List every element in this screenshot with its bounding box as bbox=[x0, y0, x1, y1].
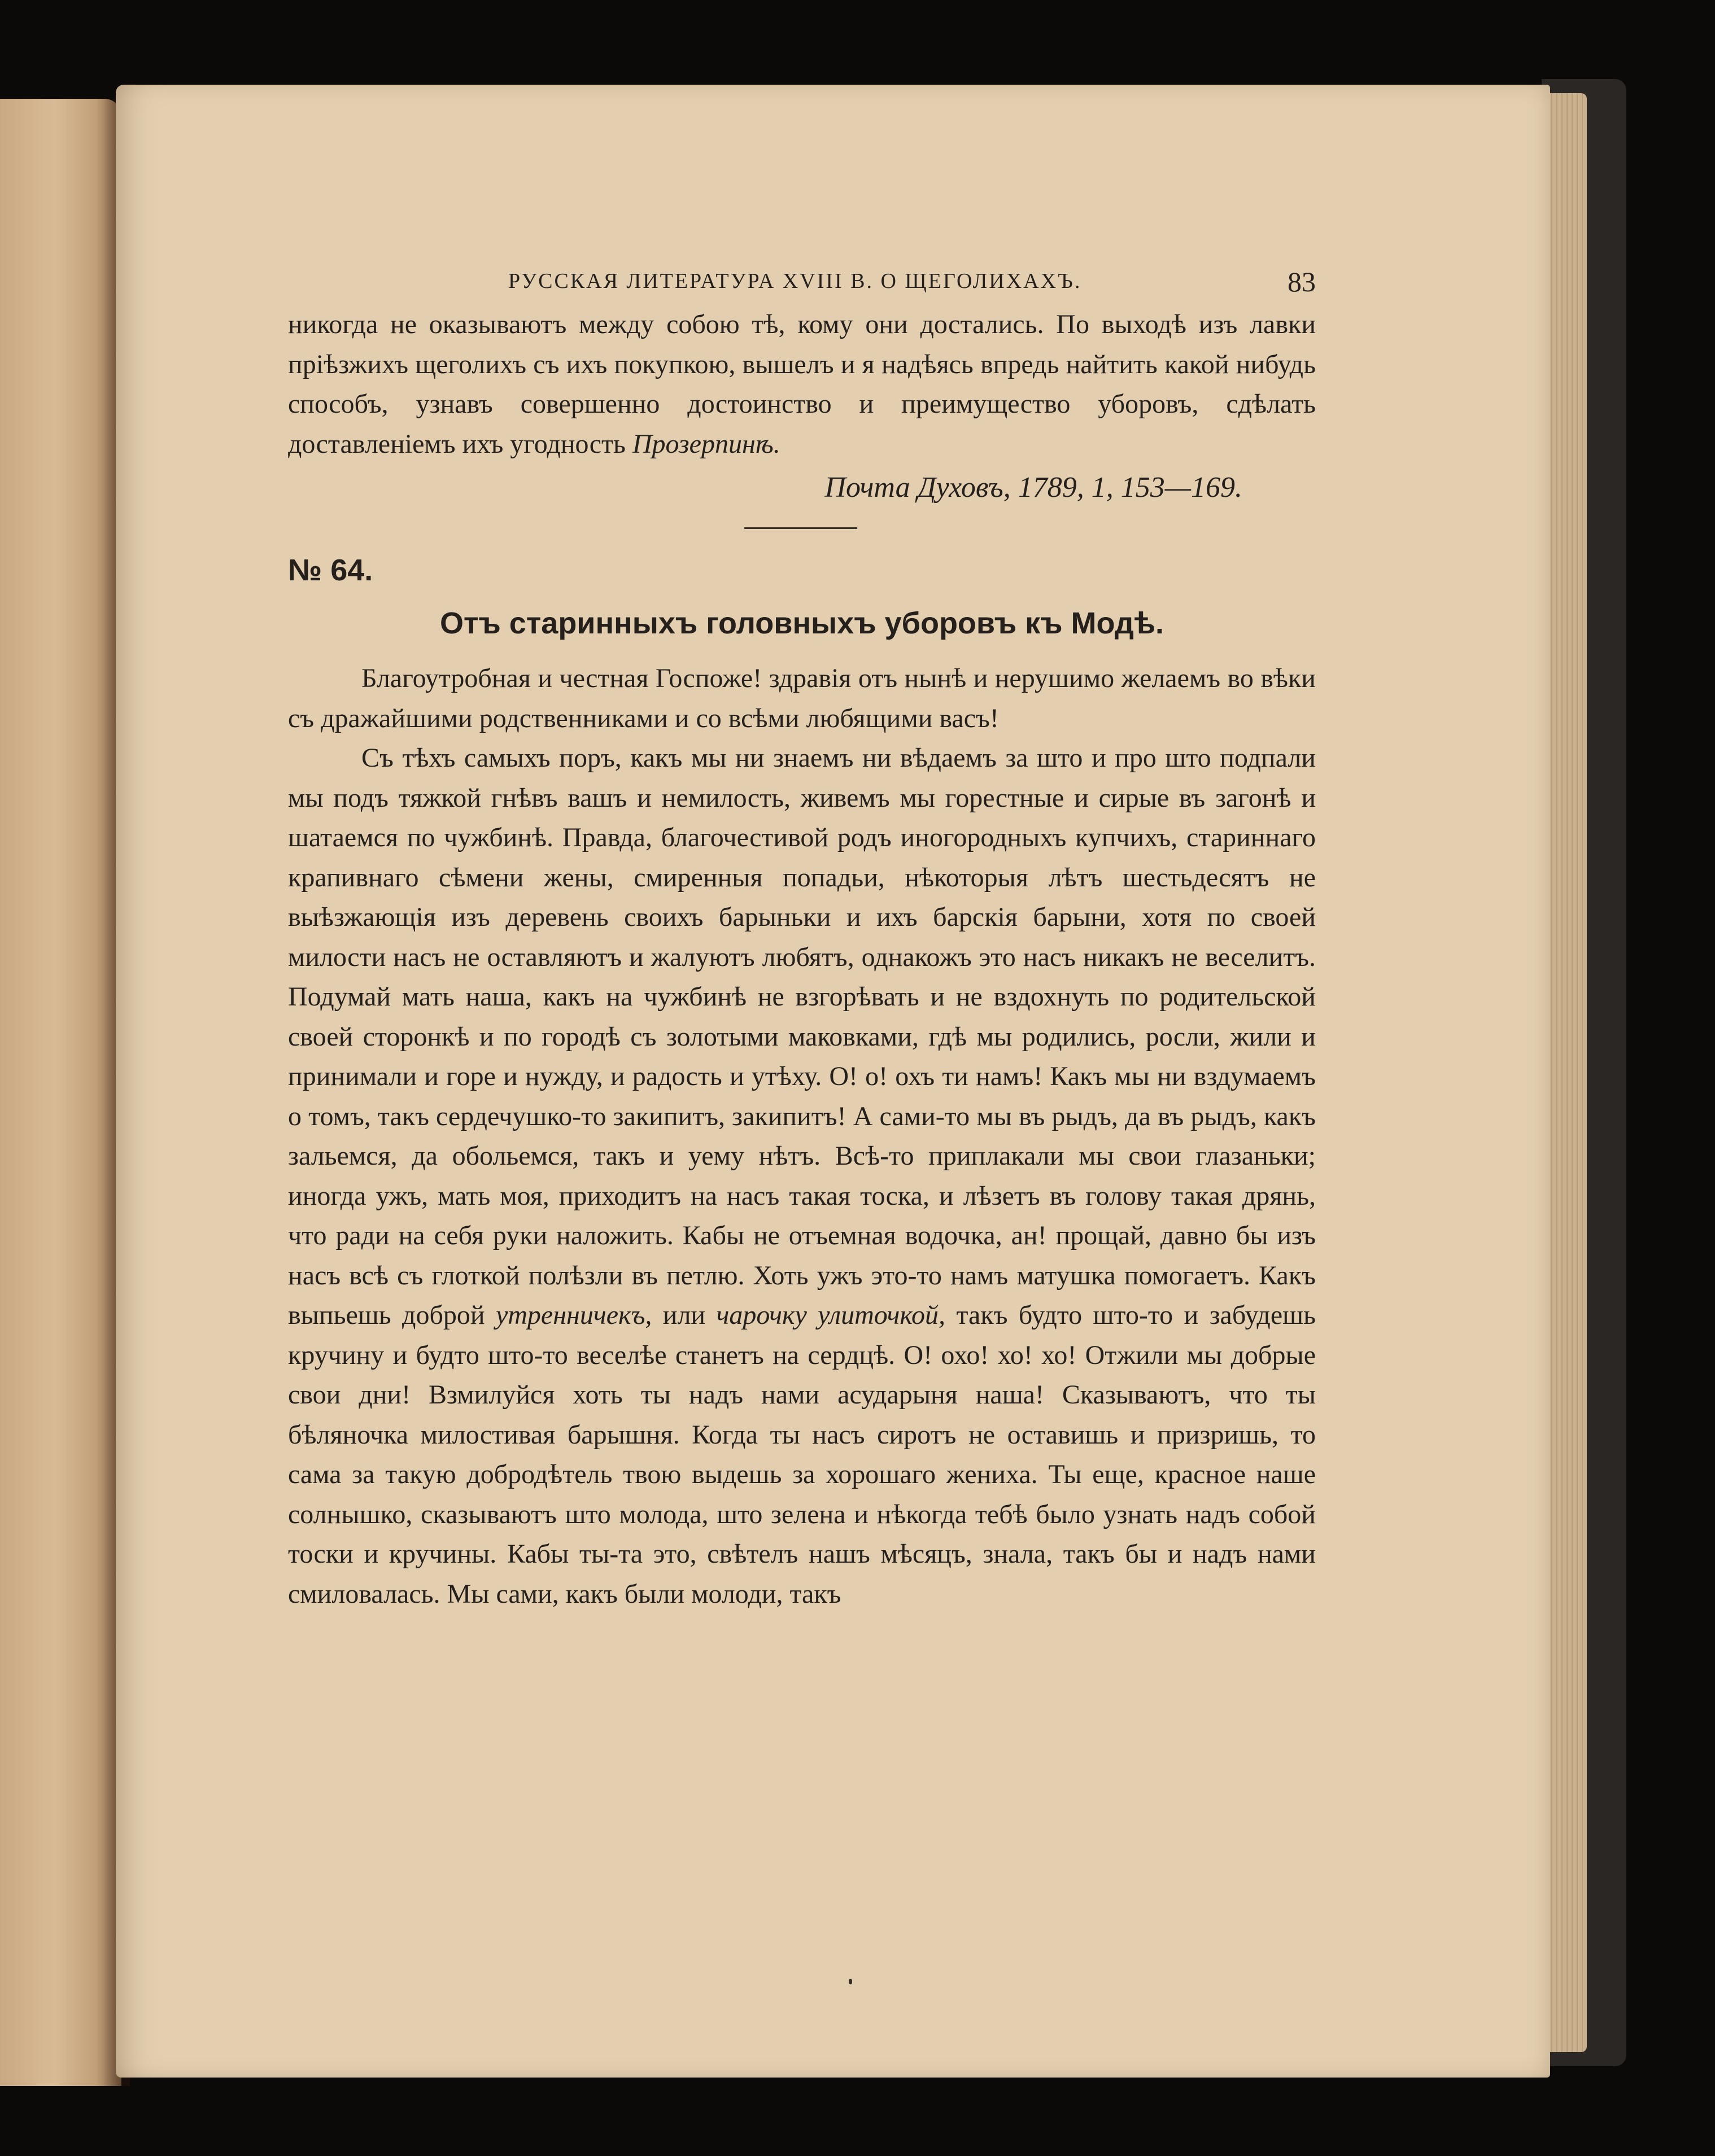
italic-phrase-1: утренничекъ, bbox=[495, 1300, 652, 1330]
page-content bbox=[288, 265, 1316, 1614]
running-head-title: РУССКАЯ ЛИТЕРАТУРА XVIII В. О ЩЕГОЛИХАХЪ. bbox=[508, 269, 1082, 293]
paragraph-greeting: Благоутробная и честная Госпоже! здравія отъ нынѣ и нерушимо желаемъ во вѣки съ дражайшими родственниками и со всѣми любящими васъ! bbox=[288, 663, 1316, 733]
paragraph-main bbox=[288, 738, 1316, 1614]
article-title: Отъ старинныхъ головныхъ уборовъ къ Модѣ. bbox=[439, 606, 1164, 640]
opening-text: никогда не оказываютъ между собою тѣ, кому они достались. По выходѣ изъ лавки пріѣзжихъ щеголихъ съ ихъ покупкою, вышелъ и я надѣясь впредь найтить какой нибудь способъ, узнавъ совершенно достоинство и преимущество уборовъ, сдѣлать доставленіемъ ихъ угодность bbox=[288, 309, 1316, 459]
article-number: № 64. bbox=[288, 553, 373, 587]
main-text-part2: такъ будто што-то и забудешь кручину и будто што-то веселѣе станетъ на сердцѣ. О! охо! хо! хо! Отжили мы добрые свои дни! Взмилуйся хоть ты надъ нами асударыня наша! Сказываютъ, что ты бѣляночка милостивая барышня. Когда ты насъ сиротъ не оставишь и призришь, то сама за такую добродѣтель твою выдешь за хорошаго жениха. Ты еще, красное наше солнышко, сказываютъ што молода, што зелена и нѣкогда тебѣ было узнать надъ собой тоски и кручины. Кабы ты-та это, свѣтелъ нашъ мѣсяцъ, знала, такъ бы и надъ нами смиловалась. Мы сами, какъ были молоди, такъ bbox=[288, 1300, 1316, 1609]
opening-paragraph bbox=[288, 305, 1316, 464]
italic-name: Прозерпинѣ. bbox=[632, 428, 780, 459]
italic-phrase-2: чарочку улиточкой, bbox=[716, 1300, 946, 1330]
running-head bbox=[288, 265, 1316, 305]
connector-word: или bbox=[662, 1300, 706, 1330]
source-citation: Почта Духовъ, 1789, 1, 153—169. bbox=[824, 471, 1242, 504]
section-divider bbox=[744, 527, 857, 529]
paper-speck bbox=[849, 1979, 852, 1984]
page-number: 83 bbox=[1288, 266, 1316, 298]
main-text-part1: Съ тѣхъ самыхъ поръ, какъ мы ни знаемъ ни вѣдаемъ за што и про што подпали мы подъ тяжкой гнѣвъ вашъ и немилость, живемъ мы горестные и сирые въ загонѣ и шатаемся по чужбинѣ. Правда, благочестивой родъ иногородныхъ купчихъ, стариннаго крапивнаго сѣмени жены, смиренныя попадьи, нѣкоторыя лѣтъ шестьдесятъ не выѣзжающія изъ деревень своихъ барыньки и ихъ барскія барыни, хотя по своей милости насъ не оставляютъ и жалуютъ любятъ, однакожъ это насъ никакъ не веселитъ. Подумай мать наша, какъ на чужбинѣ не взгорѣвать и не вздохнуть по родительской своей сторонкѣ и по городѣ съ золотыми маковками, гдѣ мы родились, росли, жили и принимали и горе и нужду, и радость и утѣху. О! о! охъ ти намъ! Какъ мы ни вздумаемъ о томъ, такъ сердечушко-то закипитъ, закипитъ! А сами-то мы въ рыдъ, да въ рыдъ, какъ зальемся, да обольемся, такъ и уему нѣтъ. Всѣ-то приплакали мы свои глазаньки; иногда ужъ, мать моя, приходитъ на насъ такая тоска, и лѣзетъ въ голову такая дрянь, что ради на себя руки наложить. Кабы не отъемная водочка, ан! прощай, давно бы изъ насъ всѣ съ глоткой полѣзли въ петлю. Хоть ужъ это-то намъ матушка помогаетъ. Какъ выпьешь доброй bbox=[288, 743, 1316, 1330]
